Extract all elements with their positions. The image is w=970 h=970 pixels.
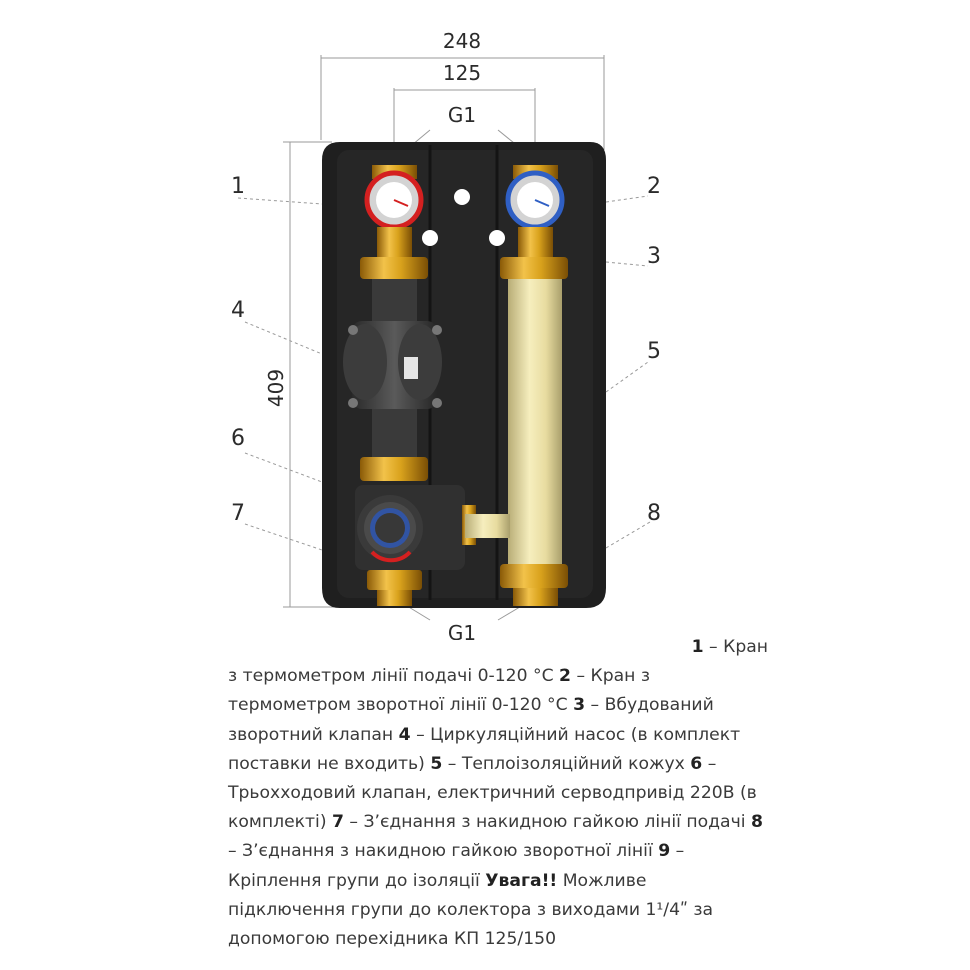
legend-num: 5 [430,753,443,774]
callout-5: 5 [647,339,661,364]
legend-num: 6 [690,753,703,774]
dim-thread-top: G1 [447,103,477,127]
legend-num: 1 [691,637,704,657]
callout-1: 1 [231,174,245,199]
legend-text: – Теплоізоляційний кожух [442,753,691,774]
callout-4: 4 [231,298,245,323]
legend-text: – Вбудований зворотний клапан [228,695,714,745]
mounting-hole [454,189,470,205]
dim-height: 409 [264,368,288,408]
dim-width-total: 248 [442,29,482,53]
legend-text-head: – Кран [703,637,768,657]
legend-text: – Циркуляційний насос (в комплект поставки не входить) [228,724,741,774]
legend-num: 2 [559,666,571,687]
mounting-hole [489,230,505,246]
callout-8: 8 [647,501,661,526]
dim-thread-bottom: G1 [447,621,477,640]
legend-num: 8 [750,812,763,833]
legend-item-1-tail: з термометром лінії подачі 0-120 °C [228,666,560,687]
mounting-hole [422,230,438,246]
callout-7: 7 [231,501,245,526]
callout-3: 3 [647,244,661,269]
legend-text: – Трьохходовий клапан, електричний серводпривід 220В (в комплекті) [228,753,757,833]
legend [228,633,768,954]
legend-num: 9 [658,841,671,862]
legend-text: – З’єднання з накидною гайкою зворотної лінії [228,841,659,862]
legend-num: 7 [332,812,344,833]
bypass-pipe [508,279,562,564]
legend-text: – З’єднання з накидною гайкою лінії подачі [343,812,751,833]
legend-text: – Кріплення групи до ізоляції [228,841,685,891]
warning-label: Увага!! [485,870,558,891]
legend-num: 3 [573,695,586,716]
legend-num: 4 [398,724,411,745]
dim-width-inner: 125 [442,61,482,85]
legend-item-1-head [228,633,768,662]
callout-2: 2 [647,174,661,199]
callout-6: 6 [231,426,245,451]
warning-text: Можливе підключення групи до колектора з виходами 1¹/4ʺ за допомогою перехідника КП 125/150 [228,870,714,950]
legend-text: – Кран з термометром зворотної лінії 0-120 °C [228,666,651,716]
